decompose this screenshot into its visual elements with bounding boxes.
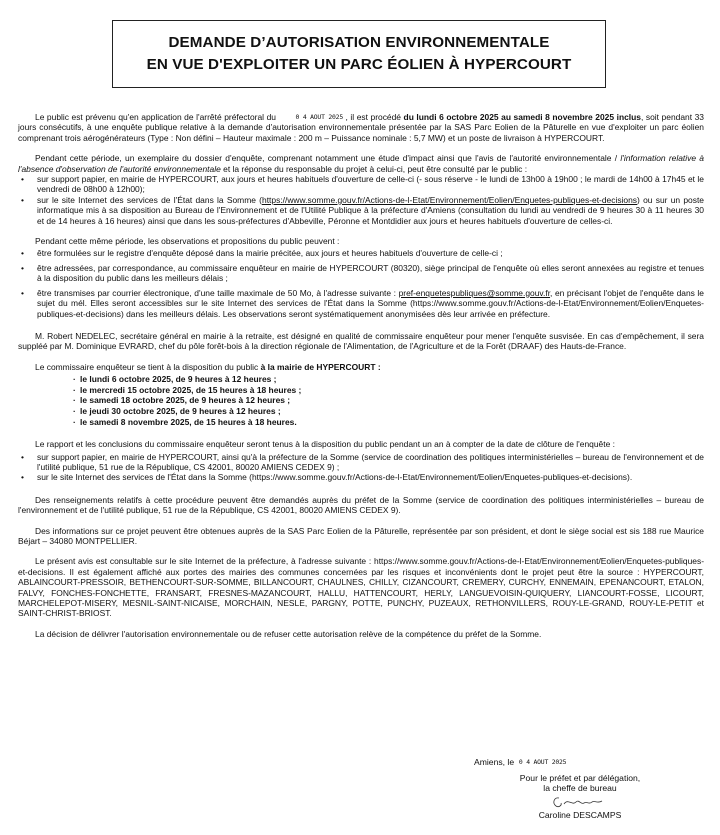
permanence-date: le samedi 8 novembre 2025, de 15 heures à 18 heures.: [80, 416, 297, 427]
signature-delegation: Pour le préfet et par délégation,: [519, 772, 641, 783]
signature-place: Amiens, le: [474, 757, 515, 767]
permanences-intro: [18, 362, 704, 372]
signature-block: [470, 757, 690, 820]
obs-email-text-b: , en précisant l'objet de l'enquête dans le sujet du mél. Elles seront accessibles sur le site Internet des services de l'État dans la Somme (https://www.somme.gouv.fr/Actions-de-l-Etat/Environnement/Eolien/Enquetes-publiques-et-decisions) dans les meilleurs délais. Les observations seront systématiquement anonymisées dès leur arrivée en préfecture.: [37, 287, 704, 319]
signature-role: la cheffe de bureau: [543, 783, 617, 794]
list-item: • sur support papier, en mairie de HYPERCOURT, ainsi qu'à la préfecture de la Somme (service de coordination des politiques interministérielles – bureau de l'environnement et de l'utilité publique, 51 rue de la République, CS 42001, 80020 AMIENS CEDEX 9) ;: [21, 451, 704, 472]
report-list: [18, 452, 704, 483]
enquiry-email-link[interactable]: pref-enquetespubliques@somme.gouv.fr: [398, 287, 551, 298]
permanence-date: le jeudi 30 octobre 2025, de 9 heures à 12 heures ;: [80, 405, 281, 416]
signatory-name: Caroline DESCAMPS: [538, 809, 622, 820]
consult-web-text-b: ) ou sur un poste informatique mis à sa disposition au Bureau de l'Environnement et de l'Utilité Publique à la préfecture d'Amiens (consultation du lundi au vendredi de 9 heures 30 à 11 heures 30 et de 14 heures à 16 heures) ainsi que dans les sous-préfectures d'Abbeville, Péronne et Montdidier aux jours et heures habituels d'ouverture de celles-ci.: [37, 194, 704, 226]
list-item: • sur le site Internet des services de l'État dans la Somme (https://www.somme.gouv.fr/Actions-de-l-Etat/Environnement/Eolien/Enquetes-publiques-et-decisions) ou sur un poste informatique mis à sa disposition au Bureau de l'Environnement et de l'Utilité Publique à la préfecture d'Amiens (consultation du lundi au vendredi de 9 heures 30 à 11 heures 30 et de 14 heures à 16 heures) ainsi que dans les sous-préfectures d'Abbeville, Péronne et Montdidier aux jours et heures habituels d'ouverture de celles-ci.: [21, 194, 704, 226]
intro-text-b: , il est procédé: [342, 112, 404, 122]
permanence-date: le mercredi 15 octobre 2025, de 15 heures à 18 heures ;: [80, 384, 302, 395]
permanence-date: le lundi 6 octobre 2025, de 9 heures à 12 heures ;: [80, 374, 277, 385]
obs-register-text: être formulées sur le registre d'enquête déposé dans la mairie précitée, aux jours et heures habituels d'ouverture de celle-ci ;: [37, 248, 503, 259]
consult-text-a: Pendant cette période, un exemplaire du dossier d'enquête, comprenant notamment une étude d'impact ainsi que l'avis de l'autorité environnementale /: [35, 153, 621, 164]
list-item: · le samedi 18 octobre 2025, de 9 heures à 12 heures ;: [73, 395, 291, 406]
decision-paragraph: La décision de délivrer l'autorisation environnementale ou de refuser cette autorisation relève de la compétence du préfet de la Somme.: [35, 628, 542, 639]
handwritten-signature: [470, 794, 690, 810]
report-web-text: sur le site Internet des services de l'État dans la Somme (https://www.somme.gouv.fr/Actions-de-l-Etat/Environnement/Eolien/Enquetes-publiques-et-decisions).: [37, 472, 633, 483]
list-item: · le jeudi 30 octobre 2025, de 9 heures à 12 heures ;: [73, 405, 281, 416]
report-paper-text: sur support papier, en mairie de HYPERCOURT, ainsi qu'à la préfecture de la Somme (service de coordination des politiques interministérielles – bureau de l'environnement et de l'utilité publique, 51 rue de la République, CS 42001, 80020 AMIENS CEDEX 9) ;: [37, 451, 704, 472]
consultation-list: [18, 174, 704, 226]
list-item: · le mercredi 15 octobre 2025, de 15 heures à 18 heures ;: [73, 384, 302, 395]
intro-text-a: Le public est prévenu qu'en application de l'arrêté préfectoral du: [35, 112, 279, 122]
posting-paragraph: Le présent avis est consultable sur le site Internet de la préfecture, à l'adresse suivante : https://www.somme.gouv.fr/Actions-de-l-Etat/Environnement/Eolien/Enquetes-publiques-et-decisions. Il est également affiché aux portes des mairies des communes concernées par les risques et inconvénients dont le projet peut être la source : HYPERCOURT, ABLAINCOURT-PRESSOIR, BETHENCOURT-SUR-SOMME, BILLANCOURT, CHAULNES, CHILLY, CIZANCOURT, CREMERY, CURCHY, ENNEMAIN, EPENANCOURT, ETALON, FALVY, FONCHES-FONCHETTE, FRANSART, FRESNES-MAZANCOURT, HALLU, HATTENCOURT, HERLY, LANGUEVOISIN-QUIQUERY, LIANCOURT-FOSSE, LICOURT, MARCHELEPOT-MISERY, MESNIL-SAINT-NICAISE, MORCHAIN, NESLE, PARGNY, POTTE, PUNCHY, PUZEAUX, RETHONVILLERS, ROUY-LE-GRAND, ROUY-LE-PETIT et SAINT-CHRIST-BRIOST.: [18, 556, 704, 619]
permanences-list: [18, 374, 704, 427]
consult-text-b: et la réponse du responsable du projet à celui-ci, peut être consulté par le public :: [220, 163, 528, 174]
enquiry-period: du lundi 6 octobre 2025 au samedi 8 novembre 2025 inclus: [403, 112, 641, 122]
signature-date-stamp: 0 4 AOUT 2025: [518, 758, 567, 766]
list-item: · le samedi 8 novembre 2025, de 15 heures à 18 heures.: [73, 416, 297, 427]
obs-email-text-a: être transmises par courrier électronique, d'une taille maximale de 50 Mo, à l'adresse suivante :: [37, 287, 399, 298]
document-title-line-1: DEMANDE D’AUTORISATION ENVIRONNEMENTALE: [168, 34, 550, 51]
perm-location: à la mairie de HYPERCOURT :: [260, 361, 381, 372]
document-body: [18, 112, 704, 639]
consult-paper-text: sur support papier, en mairie de HYPERCOURT, aux jours et heures habituels d'ouverture de celle-ci (- sous réserve - le lundi de 13h00 à 19h00 ; le mardi de 14h00 à 17h45 et le vendredi de 08h00 à 12h00);: [37, 174, 704, 195]
consult-web-text-a: sur le site Internet des services de l'État dans la Somme (: [37, 194, 262, 205]
document-title-line-2: EN VUE D'EXPLOITER UN PARC ÉOLIEN À HYPERCOURT: [146, 56, 572, 73]
obs-mail-text: être adressées, par correspondance, au commissaire enquêteur en mairie de HYPERCOURT (80320), siège principal de l'enquête où elles seront annexées au registre et tenues à la disposition du public dans les meilleurs délais ;: [37, 262, 704, 284]
signature-icon: [550, 794, 610, 810]
title-box: [112, 20, 606, 88]
list-item: • être transmises par courrier électronique, d'une taille maximale de 50 Mo, à l'adresse suivante : pref-enquetespubliques@somme.gouv.fr, en précisant l'objet de l'enquête dans le sujet du mél. Elles seront accessibles sur le site Internet des services de l'État dans la Somme (https://www.somme.gouv.fr/Actions-de-l-Etat/Environnement/Eolien/Enquetes-publiques-et-decisions) dans les meilleurs délais. Les observations seront systématiquement anonymisées dès leur arrivée en préfecture.: [21, 287, 704, 319]
signature-place-date: [470, 757, 690, 768]
list-item: • être adressées, par correspondance, au commissaire enquêteur en mairie de HYPERCOURT (80320), siège principal de l'enquête où elles seront annexées au registre et tenues à la disposition du public dans les meilleurs délais ;: [21, 262, 704, 284]
permanence-date: le samedi 18 octobre 2025, de 9 heures à 12 heures ;: [80, 395, 291, 406]
observations-intro: Pendant cette même période, les observations et propositions du public peuvent :: [35, 236, 340, 247]
intro-text-c: , soit pendant 33 jours consécutifs, à une enquête publique relative à la demande d'autorisation environnementale présentée par la SAS Parc Eolien de la Pâturelle en vue d'exploiter un parc éolien comprenant trois aérogénérateurs (Type : Non défini – Hauteur maximale : 200 m – Puissance nominale : 5,7 MW) et un poste de livraison à HYPERCOURT.: [18, 112, 704, 143]
intro-paragraph: [18, 112, 704, 143]
perm-text: Le commissaire enquêteur se tient à la disposition du public: [35, 361, 261, 372]
consult-text-italic: l'information relative à l'absence d'observation de l'autorité environnementale: [18, 153, 705, 174]
list-item: • être formulées sur le registre d'enquête déposé dans la mairie précitée, aux jours et heures habituels d'ouverture de celle-ci ;: [21, 248, 503, 259]
prefecture-website-link[interactable]: https://www.somme.gouv.fr/Actions-de-l-Etat/Environnement/Eolien/Enquetes-publiques-et-decisions: [262, 194, 638, 205]
observations-list: [18, 248, 704, 318]
consultation-paragraph: [18, 153, 704, 174]
information-paragraph: Des renseignements relatifs à cette procédure peuvent être demandés auprès du préfet de la Somme (service de coordination des politiques interministérielles – bureau de l'environnement et de l'utilité publique, 51 rue de la République, CS 42001, 80020 AMIENS CEDEX 9).: [18, 494, 704, 516]
project-info-paragraph: Des informations sur ce projet peuvent être obtenues auprès de la SAS Parc Eolien de la Pâturelle, représentée par son président, et dont le siège social est sis 188 rue Maurice Béjart – 34080 MONTPELLIER.: [18, 525, 704, 546]
commissioner-paragraph: M. Robert NEDELEC, secrétaire général en mairie à la retraite, est désigné en qualité de commissaire enquêteur pour mener l'enquête susvisée. En cas d'empêchement, il sera suppléé par M. Dominique EVRARD, chef du pôle forêt-bois à la direction régionale de l'Alimentation, de l'Agriculture et de la Forêt (DRAAF) des Hauts-de-France.: [18, 330, 704, 352]
date-stamp: 0 4 AOUT 2025: [295, 113, 343, 121]
report-paragraph: Le rapport et les conclusions du commissaire enquêteur seront tenus à la disposition du public pendant un an à compter de la date de clôture de l'enquête :: [35, 439, 615, 450]
list-item: • sur le site Internet des services de l'État dans la Somme (https://www.somme.gouv.fr/Actions-de-l-Etat/Environnement/Eolien/Enquetes-publiques-et-decisions).: [21, 472, 633, 483]
list-item: · le lundi 6 octobre 2025, de 9 heures à 12 heures ;: [73, 374, 277, 385]
list-item: • sur support papier, en mairie de HYPERCOURT, aux jours et heures habituels d'ouverture de celle-ci (- sous réserve - le lundi de 13h00 à 19h00 ; le mardi de 14h00 à 17h45 et le vendredi de 08h00 à 12h00);: [21, 174, 704, 195]
